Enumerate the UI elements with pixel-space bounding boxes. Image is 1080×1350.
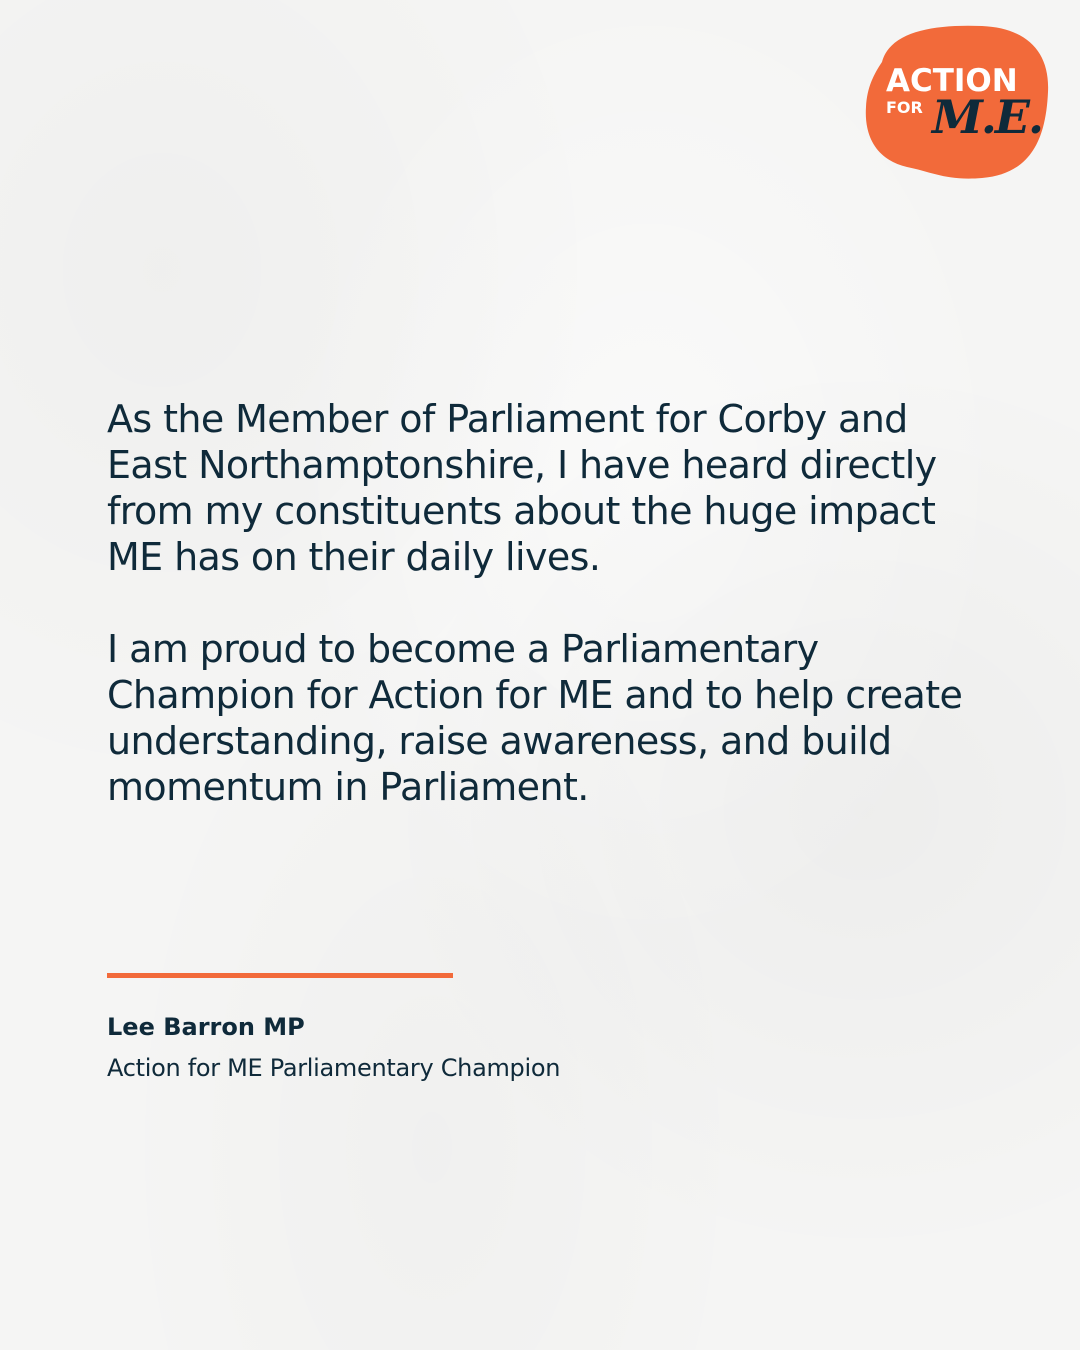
logo-text-action: ACTION (886, 63, 1018, 99)
quote-paragraph-2: I am proud to become a Parliamentary Champion for Action for ME and to help create understanding, raise awareness, and build momentum in Parliament. (107, 627, 963, 809)
quote-paragraph-1: As the Member of Parliament for Corby and East Northamptonshire, I have heard directly from my constituents about the huge impact ME has on their daily lives. (107, 397, 937, 579)
quote-block (107, 396, 987, 810)
divider-line (107, 973, 453, 978)
logo-text-me: M.E. (932, 90, 1043, 144)
logo-text-for: FOR (886, 98, 923, 117)
author-title: Action for ME Parliamentary Champion (107, 1054, 561, 1082)
action-for-me-logo (862, 22, 1054, 182)
author-name: Lee Barron MP (107, 1013, 305, 1041)
